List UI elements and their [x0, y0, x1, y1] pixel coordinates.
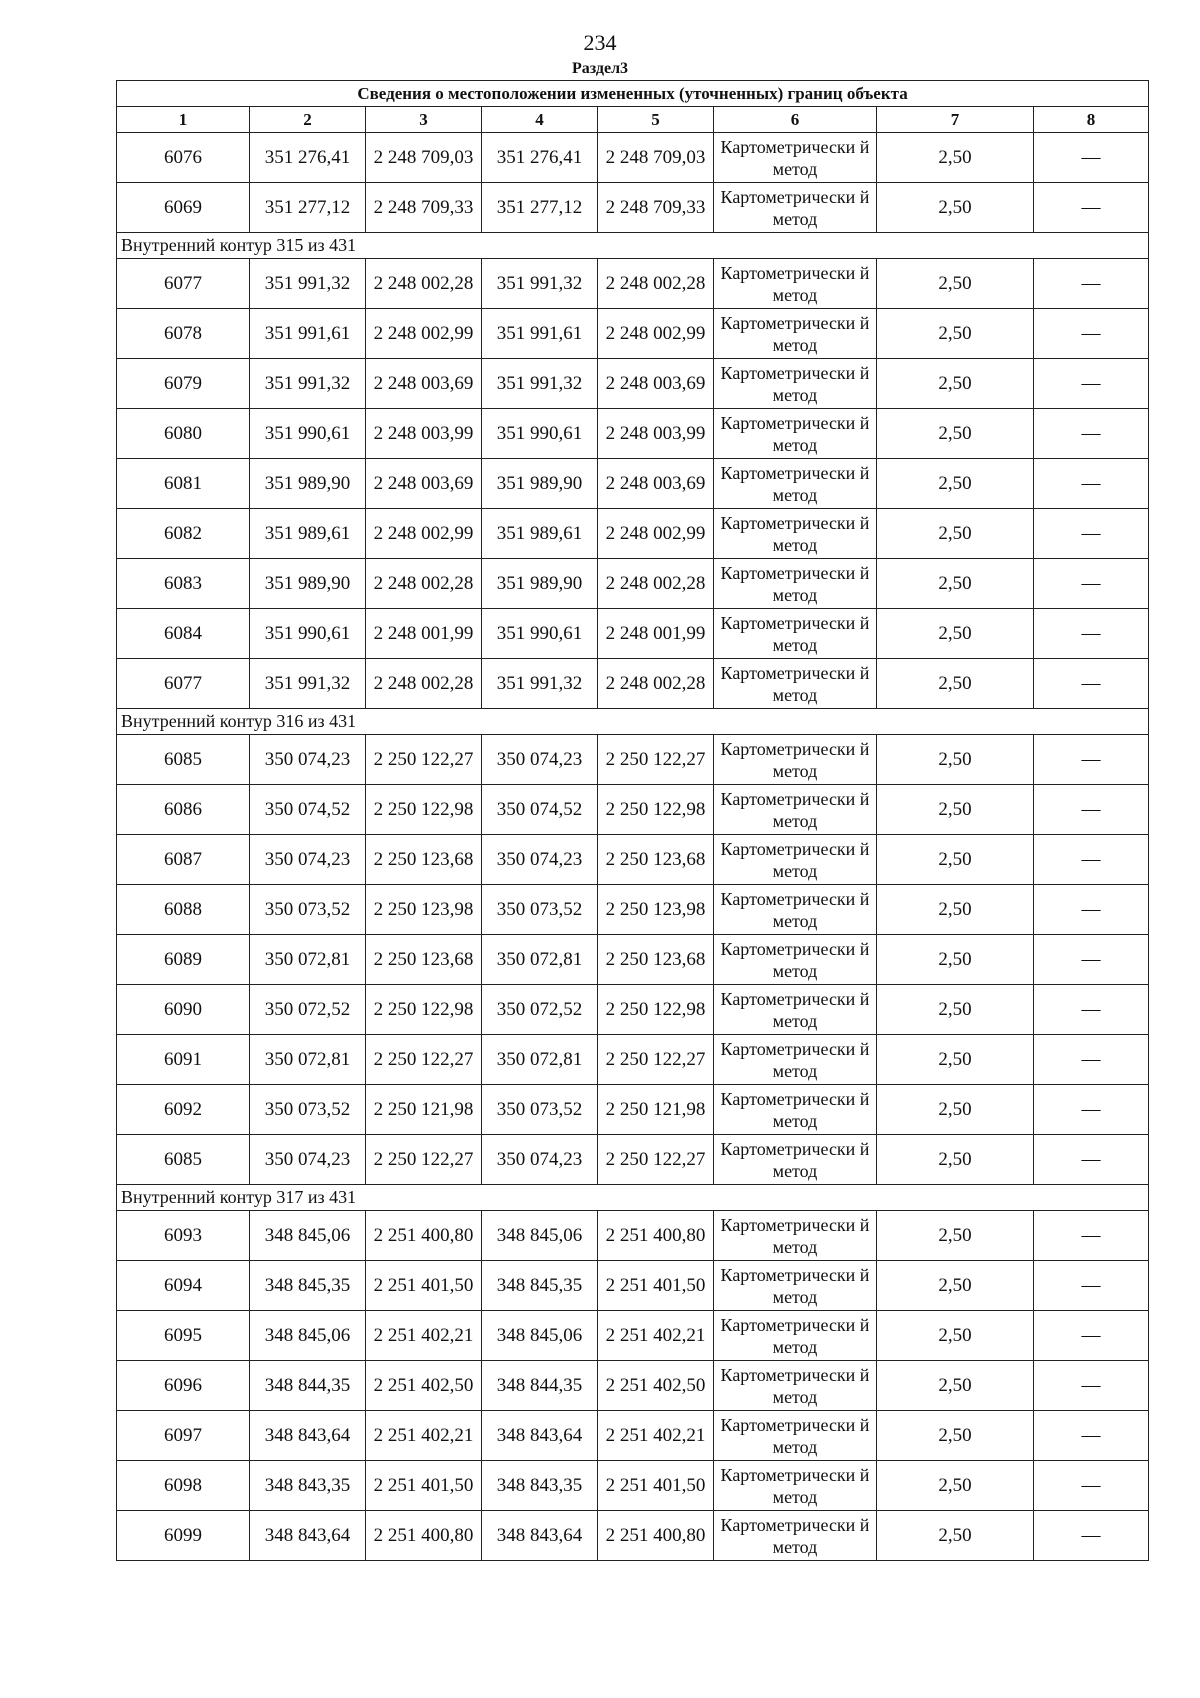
- y-old-cell: 2 248 002,28: [366, 659, 482, 709]
- description-cell: —: [1034, 1135, 1149, 1185]
- description-cell: —: [1034, 459, 1149, 509]
- description-cell: —: [1034, 1311, 1149, 1361]
- x-old-cell: 351 990,61: [250, 609, 366, 659]
- method-cell: Картометрически й метод: [714, 559, 877, 609]
- table-row: [117, 885, 1149, 935]
- table-row: [117, 1461, 1149, 1511]
- table-row: [117, 935, 1149, 985]
- y-old-cell: 2 250 122,27: [366, 1135, 482, 1185]
- y-old-cell: 2 251 400,80: [366, 1511, 482, 1561]
- x-new-cell: 348 845,06: [482, 1211, 598, 1261]
- method-cell: Картометрически й метод: [714, 985, 877, 1035]
- table-row: [117, 1261, 1149, 1311]
- description-cell: —: [1034, 935, 1149, 985]
- accuracy-cell: 2,50: [877, 259, 1034, 309]
- method-cell: Картометрически й метод: [714, 259, 877, 309]
- point-number-cell: 6085: [117, 735, 250, 785]
- contour-label: Внутренний контур 316 из 431: [117, 709, 1149, 735]
- x-new-cell: 350 074,23: [482, 1135, 598, 1185]
- y-new-cell: 2 251 402,50: [598, 1361, 714, 1411]
- accuracy-cell: 2,50: [877, 1411, 1034, 1461]
- table-row: [117, 183, 1149, 233]
- method-cell: Картометрически й метод: [714, 1511, 877, 1561]
- contour-label: Внутренний контур 315 из 431: [117, 233, 1149, 259]
- point-number-cell: 6082: [117, 509, 250, 559]
- table-row: [117, 1135, 1149, 1185]
- accuracy-cell: 2,50: [877, 1461, 1034, 1511]
- x-old-cell: 351 991,32: [250, 659, 366, 709]
- description-cell: —: [1034, 559, 1149, 609]
- x-new-cell: 351 989,61: [482, 509, 598, 559]
- point-number-cell: 6077: [117, 259, 250, 309]
- point-number-cell: 6090: [117, 985, 250, 1035]
- x-new-cell: 351 991,32: [482, 259, 598, 309]
- y-old-cell: 2 251 401,50: [366, 1461, 482, 1511]
- method-cell: Картометрически й метод: [714, 1311, 877, 1361]
- y-new-cell: 2 251 401,50: [598, 1261, 714, 1311]
- x-old-cell: 351 277,12: [250, 183, 366, 233]
- y-new-cell: 2 250 123,68: [598, 835, 714, 885]
- accuracy-cell: 2,50: [877, 359, 1034, 409]
- point-number-cell: 6078: [117, 309, 250, 359]
- y-old-cell: 2 251 400,80: [366, 1211, 482, 1261]
- table-row: [117, 735, 1149, 785]
- accuracy-cell: 2,50: [877, 1311, 1034, 1361]
- x-old-cell: 348 843,64: [250, 1511, 366, 1561]
- description-cell: —: [1034, 659, 1149, 709]
- y-new-cell: 2 250 122,27: [598, 1035, 714, 1085]
- method-cell: Картометрически й метод: [714, 1035, 877, 1085]
- y-old-cell: 2 250 121,98: [366, 1085, 482, 1135]
- point-number-cell: 6080: [117, 409, 250, 459]
- x-old-cell: 348 845,06: [250, 1311, 366, 1361]
- table-row: [117, 1085, 1149, 1135]
- x-old-cell: 350 074,52: [250, 785, 366, 835]
- section-title: Раздел3: [571, 60, 629, 77]
- description-cell: —: [1034, 259, 1149, 309]
- table-row: [117, 1035, 1149, 1085]
- description-cell: —: [1034, 509, 1149, 559]
- y-old-cell: 2 250 123,68: [366, 935, 482, 985]
- x-new-cell: 350 073,52: [482, 885, 598, 935]
- method-cell: Картометрически й метод: [714, 785, 877, 835]
- x-old-cell: 348 844,35: [250, 1361, 366, 1411]
- method-cell: Картометрически й метод: [714, 1461, 877, 1511]
- point-number-cell: 6076: [117, 133, 250, 183]
- x-new-cell: 350 074,23: [482, 735, 598, 785]
- table-row: [117, 133, 1149, 183]
- x-new-cell: 351 990,61: [482, 609, 598, 659]
- accuracy-cell: 2,50: [877, 985, 1034, 1035]
- y-new-cell: 2 248 002,28: [598, 659, 714, 709]
- y-new-cell: 2 250 122,98: [598, 985, 714, 1035]
- y-new-cell: 2 248 003,69: [598, 359, 714, 409]
- accuracy-cell: 2,50: [877, 609, 1034, 659]
- x-new-cell: 350 072,81: [482, 935, 598, 985]
- table-row: [117, 1211, 1149, 1261]
- accuracy-cell: 2,50: [877, 1261, 1034, 1311]
- method-cell: Картометрически й метод: [714, 1411, 877, 1461]
- y-old-cell: 2 248 002,99: [366, 309, 482, 359]
- method-cell: Картометрически й метод: [714, 359, 877, 409]
- point-number-cell: 6081: [117, 459, 250, 509]
- x-old-cell: 351 989,90: [250, 459, 366, 509]
- table-row: [117, 509, 1149, 559]
- method-cell: Картометрически й метод: [714, 459, 877, 509]
- x-new-cell: 351 989,90: [482, 459, 598, 509]
- y-new-cell: 2 250 123,68: [598, 935, 714, 985]
- table-row: [117, 309, 1149, 359]
- description-cell: —: [1034, 835, 1149, 885]
- y-old-cell: 2 250 122,27: [366, 735, 482, 785]
- description-cell: —: [1034, 985, 1149, 1035]
- description-cell: —: [1034, 133, 1149, 183]
- y-new-cell: 2 248 002,28: [598, 559, 714, 609]
- point-number-cell: 6077: [117, 659, 250, 709]
- table-row: [117, 1511, 1149, 1561]
- y-old-cell: 2 251 402,21: [366, 1411, 482, 1461]
- y-old-cell: 2 248 002,28: [366, 559, 482, 609]
- x-old-cell: 351 989,90: [250, 559, 366, 609]
- accuracy-cell: 2,50: [877, 735, 1034, 785]
- x-old-cell: 348 843,35: [250, 1461, 366, 1511]
- y-old-cell: 2 248 002,99: [366, 509, 482, 559]
- y-new-cell: 2 251 402,21: [598, 1411, 714, 1461]
- boundary-table: [116, 80, 1149, 1561]
- column-number: 8: [1034, 107, 1149, 133]
- point-number-cell: 6096: [117, 1361, 250, 1411]
- x-new-cell: 348 845,35: [482, 1261, 598, 1311]
- table-row: [117, 259, 1149, 309]
- y-old-cell: 2 250 122,27: [366, 1035, 482, 1085]
- accuracy-cell: 2,50: [877, 409, 1034, 459]
- table-row: [117, 459, 1149, 509]
- y-old-cell: 2 248 003,69: [366, 359, 482, 409]
- column-number: 3: [366, 107, 482, 133]
- description-cell: —: [1034, 785, 1149, 835]
- x-old-cell: 350 072,81: [250, 1035, 366, 1085]
- y-new-cell: 2 250 122,27: [598, 1135, 714, 1185]
- x-new-cell: 350 073,52: [482, 1085, 598, 1135]
- table-row: [117, 1311, 1149, 1361]
- y-new-cell: 2 250 122,98: [598, 785, 714, 835]
- method-cell: Картометрически й метод: [714, 409, 877, 459]
- point-number-cell: 6091: [117, 1035, 250, 1085]
- y-old-cell: 2 251 402,21: [366, 1311, 482, 1361]
- x-new-cell: 350 072,81: [482, 1035, 598, 1085]
- y-new-cell: 2 248 002,99: [598, 309, 714, 359]
- column-number: 1: [117, 107, 250, 133]
- table-row: [117, 359, 1149, 409]
- accuracy-cell: 2,50: [877, 1085, 1034, 1135]
- table-row: [117, 409, 1149, 459]
- description-cell: —: [1034, 1511, 1149, 1561]
- point-number-cell: 6085: [117, 1135, 250, 1185]
- point-number-cell: 6097: [117, 1411, 250, 1461]
- accuracy-cell: 2,50: [877, 1135, 1034, 1185]
- x-old-cell: 350 073,52: [250, 885, 366, 935]
- contour-header-row: [117, 1185, 1149, 1211]
- method-cell: Картометрически й метод: [714, 609, 877, 659]
- point-number-cell: 6084: [117, 609, 250, 659]
- x-old-cell: 350 074,23: [250, 835, 366, 885]
- point-number-cell: 6083: [117, 559, 250, 609]
- page-number: 234: [583, 30, 617, 55]
- table-row: [117, 1411, 1149, 1461]
- description-cell: —: [1034, 309, 1149, 359]
- method-cell: Картометрически й метод: [714, 659, 877, 709]
- contour-header-row: [117, 709, 1149, 735]
- method-cell: Картометрически й метод: [714, 183, 877, 233]
- y-old-cell: 2 251 401,50: [366, 1261, 482, 1311]
- x-old-cell: 351 991,32: [250, 359, 366, 409]
- method-cell: Картометрически й метод: [714, 835, 877, 885]
- y-old-cell: 2 250 122,98: [366, 785, 482, 835]
- method-cell: Картометрически й метод: [714, 509, 877, 559]
- description-cell: —: [1034, 1085, 1149, 1135]
- accuracy-cell: 2,50: [877, 509, 1034, 559]
- table-row: [117, 835, 1149, 885]
- y-new-cell: 2 248 002,28: [598, 259, 714, 309]
- y-new-cell: 2 251 401,50: [598, 1461, 714, 1511]
- x-old-cell: 348 845,06: [250, 1211, 366, 1261]
- method-cell: Картометрически й метод: [714, 1361, 877, 1411]
- x-old-cell: 351 276,41: [250, 133, 366, 183]
- y-new-cell: 2 248 003,99: [598, 409, 714, 459]
- x-new-cell: 351 990,61: [482, 409, 598, 459]
- point-number-cell: 6086: [117, 785, 250, 835]
- description-cell: —: [1034, 359, 1149, 409]
- y-old-cell: 2 251 402,50: [366, 1361, 482, 1411]
- accuracy-cell: 2,50: [877, 559, 1034, 609]
- point-number-cell: 6098: [117, 1461, 250, 1511]
- x-old-cell: 351 989,61: [250, 509, 366, 559]
- method-cell: Картометрически й метод: [714, 1261, 877, 1311]
- table-caption: Сведения о местоположении измененных (уточненных) границ объекта: [117, 81, 1149, 107]
- x-new-cell: 350 074,23: [482, 835, 598, 885]
- y-old-cell: 2 248 709,33: [366, 183, 482, 233]
- accuracy-cell: 2,50: [877, 885, 1034, 935]
- y-new-cell: 2 250 122,27: [598, 735, 714, 785]
- y-old-cell: 2 250 122,98: [366, 985, 482, 1035]
- y-new-cell: 2 250 121,98: [598, 1085, 714, 1135]
- x-old-cell: 348 845,35: [250, 1261, 366, 1311]
- accuracy-cell: 2,50: [877, 309, 1034, 359]
- column-number: 2: [250, 107, 366, 133]
- method-cell: Картометрически й метод: [714, 935, 877, 985]
- table-row: [117, 1361, 1149, 1411]
- accuracy-cell: 2,50: [877, 659, 1034, 709]
- x-new-cell: 348 843,64: [482, 1511, 598, 1561]
- x-new-cell: 350 072,52: [482, 985, 598, 1035]
- y-old-cell: 2 248 003,69: [366, 459, 482, 509]
- x-new-cell: 351 276,41: [482, 133, 598, 183]
- contour-label: Внутренний контур 317 из 431: [117, 1185, 1149, 1211]
- contour-header-row: [117, 233, 1149, 259]
- description-cell: —: [1034, 609, 1149, 659]
- accuracy-cell: 2,50: [877, 1211, 1034, 1261]
- point-number-cell: 6095: [117, 1311, 250, 1361]
- point-number-cell: 6094: [117, 1261, 250, 1311]
- accuracy-cell: 2,50: [877, 1035, 1034, 1085]
- x-new-cell: 348 845,06: [482, 1311, 598, 1361]
- x-old-cell: 350 073,52: [250, 1085, 366, 1135]
- y-new-cell: 2 248 709,33: [598, 183, 714, 233]
- x-new-cell: 348 843,35: [482, 1461, 598, 1511]
- point-number-cell: 6079: [117, 359, 250, 409]
- y-new-cell: 2 248 003,69: [598, 459, 714, 509]
- y-new-cell: 2 251 402,21: [598, 1311, 714, 1361]
- column-number: 6: [714, 107, 877, 133]
- x-old-cell: 350 072,81: [250, 935, 366, 985]
- x-new-cell: 350 074,52: [482, 785, 598, 835]
- y-new-cell: 2 248 709,03: [598, 133, 714, 183]
- accuracy-cell: 2,50: [877, 1361, 1034, 1411]
- y-new-cell: 2 251 400,80: [598, 1211, 714, 1261]
- y-old-cell: 2 248 001,99: [366, 609, 482, 659]
- column-number: 4: [482, 107, 598, 133]
- description-cell: —: [1034, 735, 1149, 785]
- description-cell: —: [1034, 1411, 1149, 1461]
- point-number-cell: 6099: [117, 1511, 250, 1561]
- x-old-cell: 350 074,23: [250, 1135, 366, 1185]
- table-caption-row: [117, 81, 1149, 107]
- description-cell: —: [1034, 885, 1149, 935]
- method-cell: Картометрически й метод: [714, 735, 877, 785]
- description-cell: —: [1034, 1361, 1149, 1411]
- accuracy-cell: 2,50: [877, 459, 1034, 509]
- point-number-cell: 6069: [117, 183, 250, 233]
- accuracy-cell: 2,50: [877, 133, 1034, 183]
- y-old-cell: 2 250 123,98: [366, 885, 482, 935]
- method-cell: Картометрически й метод: [714, 885, 877, 935]
- column-number: 5: [598, 107, 714, 133]
- method-cell: Картометрически й метод: [714, 1085, 877, 1135]
- y-new-cell: 2 248 001,99: [598, 609, 714, 659]
- column-number: 7: [877, 107, 1034, 133]
- point-number-cell: 6087: [117, 835, 250, 885]
- y-old-cell: 2 250 123,68: [366, 835, 482, 885]
- accuracy-cell: 2,50: [877, 1511, 1034, 1561]
- x-old-cell: 348 843,64: [250, 1411, 366, 1461]
- method-cell: Картометрически й метод: [714, 1135, 877, 1185]
- x-old-cell: 351 990,61: [250, 409, 366, 459]
- x-new-cell: 351 991,61: [482, 309, 598, 359]
- accuracy-cell: 2,50: [877, 935, 1034, 985]
- x-new-cell: 351 277,12: [482, 183, 598, 233]
- point-number-cell: 6093: [117, 1211, 250, 1261]
- point-number-cell: 6088: [117, 885, 250, 935]
- x-old-cell: 351 991,32: [250, 259, 366, 309]
- method-cell: Картометрически й метод: [714, 133, 877, 183]
- table-body: [117, 133, 1149, 1561]
- column-number-row: [117, 107, 1149, 133]
- x-old-cell: 350 074,23: [250, 735, 366, 785]
- x-old-cell: 351 991,61: [250, 309, 366, 359]
- description-cell: —: [1034, 183, 1149, 233]
- description-cell: —: [1034, 1035, 1149, 1085]
- y-new-cell: 2 251 400,80: [598, 1511, 714, 1561]
- table-row: [117, 659, 1149, 709]
- accuracy-cell: 2,50: [877, 785, 1034, 835]
- method-cell: Картометрически й метод: [714, 309, 877, 359]
- x-new-cell: 348 843,64: [482, 1411, 598, 1461]
- y-new-cell: 2 248 002,99: [598, 509, 714, 559]
- description-cell: —: [1034, 409, 1149, 459]
- point-number-cell: 6092: [117, 1085, 250, 1135]
- y-old-cell: 2 248 002,28: [366, 259, 482, 309]
- method-cell: Картометрически й метод: [714, 1211, 877, 1261]
- description-cell: —: [1034, 1261, 1149, 1311]
- y-old-cell: 2 248 709,03: [366, 133, 482, 183]
- description-cell: —: [1034, 1461, 1149, 1511]
- table-row: [117, 985, 1149, 1035]
- y-new-cell: 2 250 123,98: [598, 885, 714, 935]
- accuracy-cell: 2,50: [877, 183, 1034, 233]
- table-row: [117, 559, 1149, 609]
- y-old-cell: 2 248 003,99: [366, 409, 482, 459]
- accuracy-cell: 2,50: [877, 835, 1034, 885]
- x-new-cell: 348 844,35: [482, 1361, 598, 1411]
- x-old-cell: 350 072,52: [250, 985, 366, 1035]
- description-cell: —: [1034, 1211, 1149, 1261]
- table-row: [117, 609, 1149, 659]
- x-new-cell: 351 991,32: [482, 659, 598, 709]
- point-number-cell: 6089: [117, 935, 250, 985]
- x-new-cell: 351 991,32: [482, 359, 598, 409]
- x-new-cell: 351 989,90: [482, 559, 598, 609]
- table-row: [117, 785, 1149, 835]
